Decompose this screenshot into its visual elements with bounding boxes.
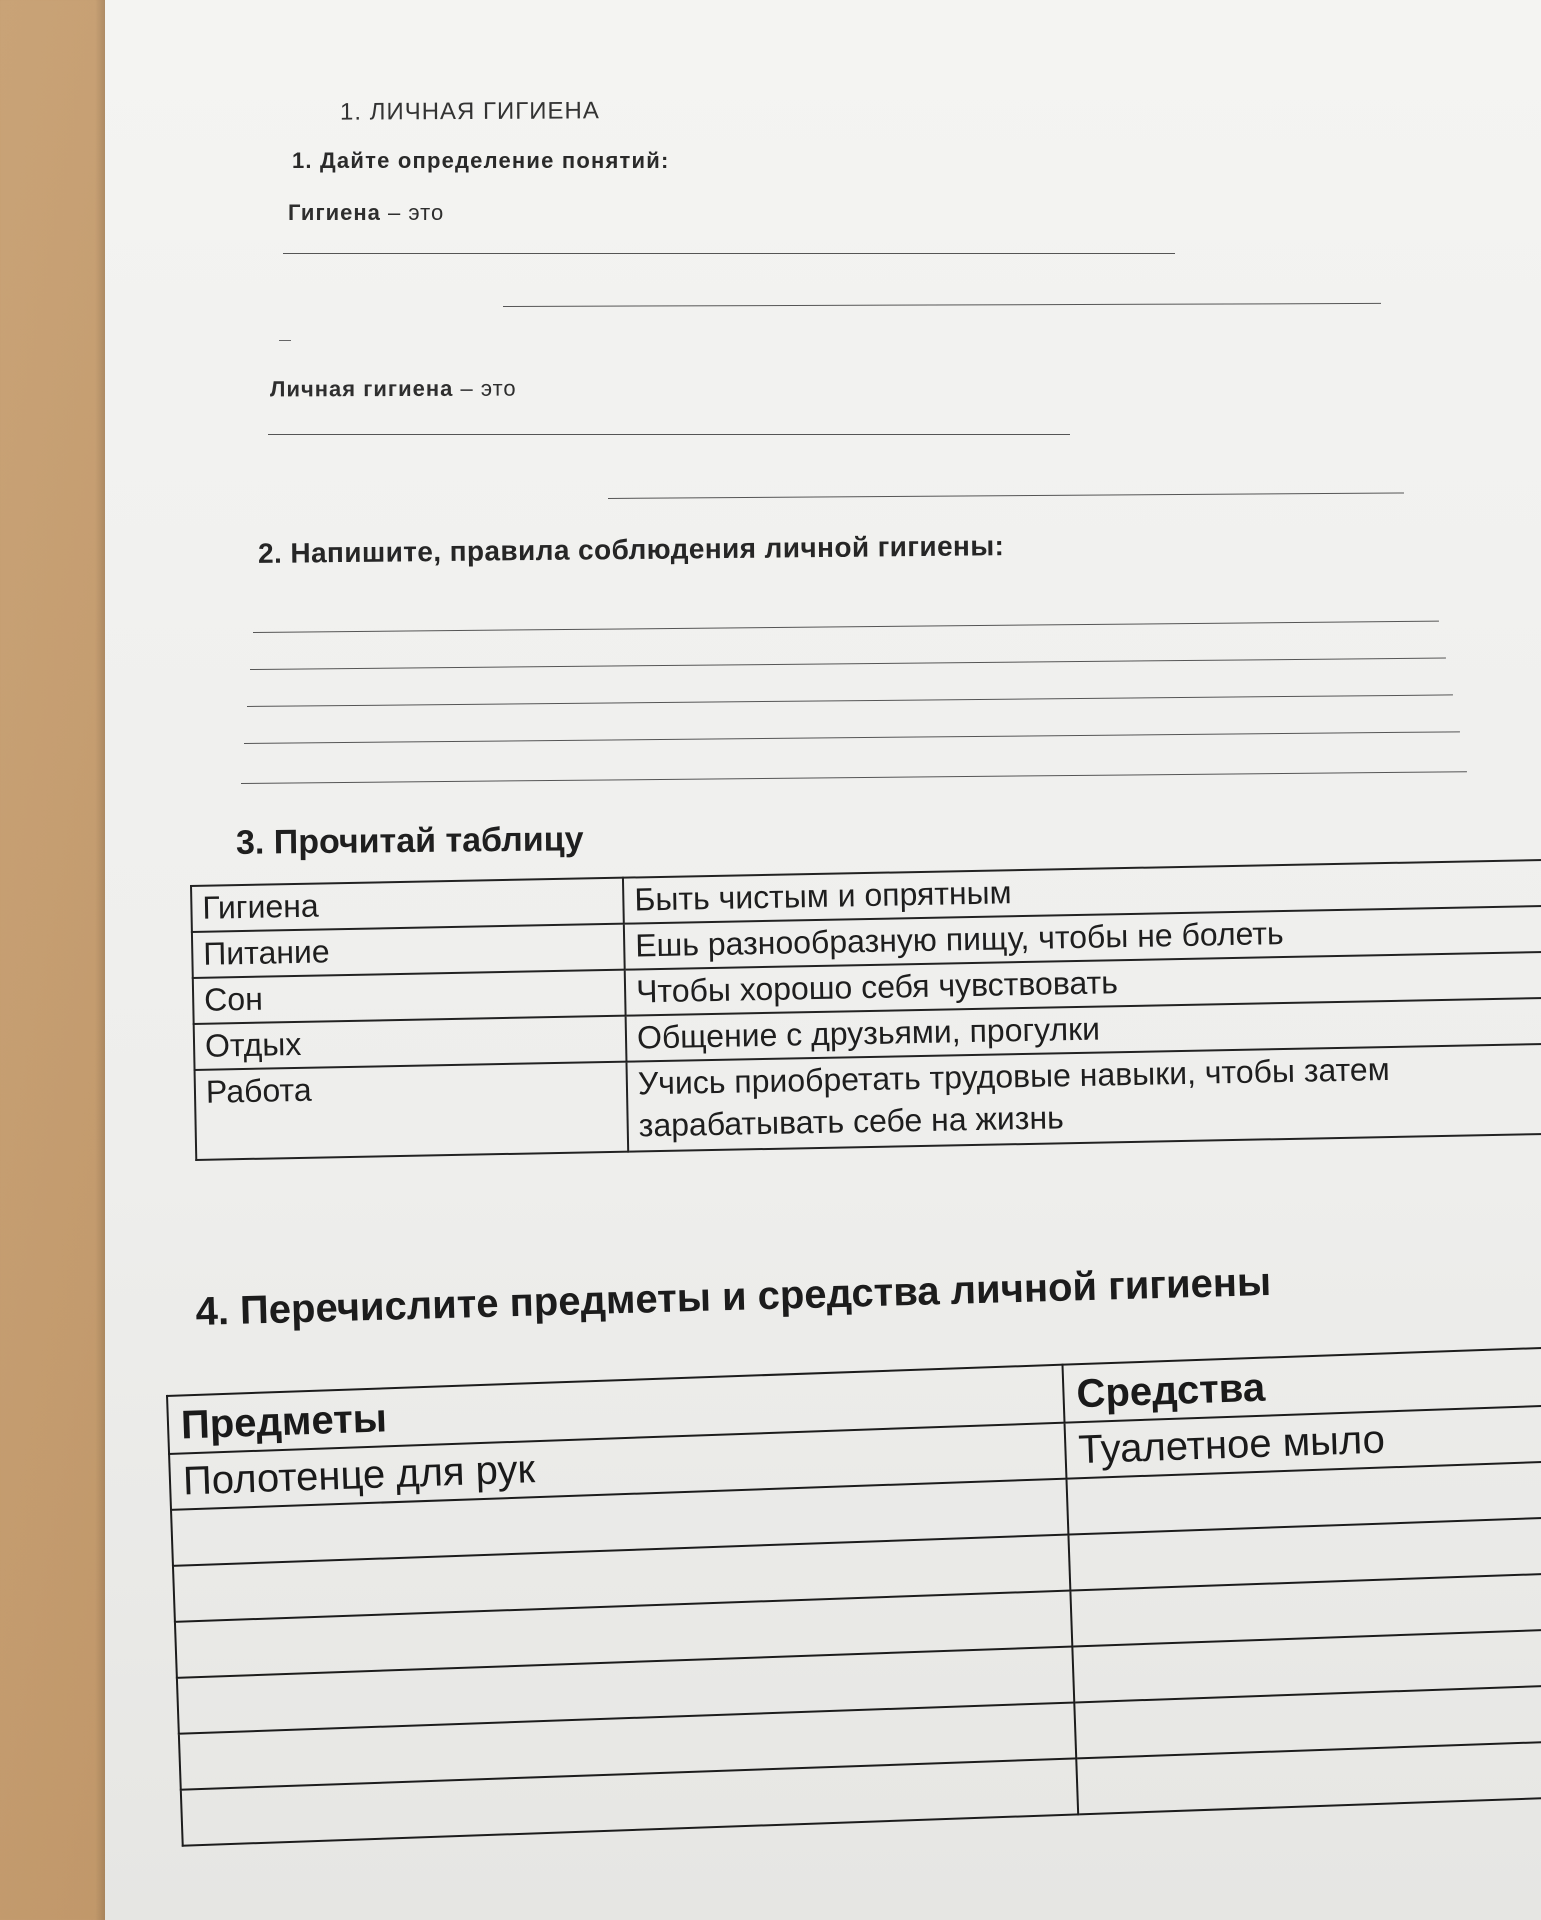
answer-line[interactable] bbox=[503, 303, 1381, 307]
term-personal-hygiene bbox=[270, 376, 517, 403]
dash-mark bbox=[279, 340, 291, 341]
table-cell-desc: Общение с друзьями, прогулки bbox=[626, 998, 1541, 1062]
table-cell-desc: Быть чистым и опрятным bbox=[623, 860, 1541, 924]
question-1-title: 1. Дайте определение понятий: bbox=[292, 148, 670, 173]
hygiene-items-table bbox=[166, 1345, 1541, 1846]
answer-line[interactable] bbox=[283, 253, 1175, 254]
table-cell-term: Работа bbox=[195, 1062, 629, 1160]
column-header-items: Предметы bbox=[167, 1365, 1064, 1454]
answer-line[interactable] bbox=[608, 492, 1404, 499]
table-cell-desc: Ешь разнообразную пищу, чтобы не болеть bbox=[624, 906, 1541, 970]
table-cell-term: Отдых bbox=[194, 1016, 627, 1070]
term-hygiene bbox=[288, 200, 444, 226]
answer-line[interactable] bbox=[250, 658, 1446, 670]
answer-line[interactable] bbox=[244, 731, 1460, 744]
question-3-title: 3. Прочитай таблицу bbox=[235, 820, 584, 862]
table-cell-item[interactable]: Полотенце для рук bbox=[169, 1423, 1066, 1510]
reading-table bbox=[190, 859, 1541, 1161]
table-cell-desc: Учись приобретать трудовые навыки, чтобы затем зарабатывать себе на жизнь bbox=[626, 1043, 1541, 1151]
table-cell-desc: Чтобы хорошо себя чувствовать bbox=[625, 952, 1541, 1016]
term-personal-hygiene-suffix: – это bbox=[453, 375, 517, 401]
answer-line[interactable] bbox=[253, 621, 1439, 633]
table-cell-term: Гигиена bbox=[191, 878, 624, 932]
table-cell-term: Сон bbox=[193, 970, 626, 1024]
answer-line[interactable] bbox=[247, 694, 1453, 707]
section-title: 1. ЛИЧНАЯ ГИГИЕНА bbox=[339, 97, 600, 126]
table-cell-product[interactable]: Туалетное мыло bbox=[1065, 1404, 1541, 1478]
term-hygiene-word: Гигиена bbox=[288, 200, 381, 225]
term-hygiene-suffix: – это bbox=[380, 200, 445, 225]
answer-line[interactable] bbox=[268, 434, 1070, 435]
table-cell-term: Питание bbox=[192, 924, 625, 978]
question-2-title: 2. Напишите, правила соблюдения личной гигиены: bbox=[257, 530, 1005, 569]
term-personal-hygiene-word: Личная гигиена bbox=[269, 375, 454, 402]
column-header-products: Средства bbox=[1062, 1346, 1541, 1422]
question-4-title: 4. Перечислите предметы и средства личной гигиены bbox=[195, 1259, 1272, 1334]
answer-line[interactable] bbox=[241, 771, 1467, 784]
